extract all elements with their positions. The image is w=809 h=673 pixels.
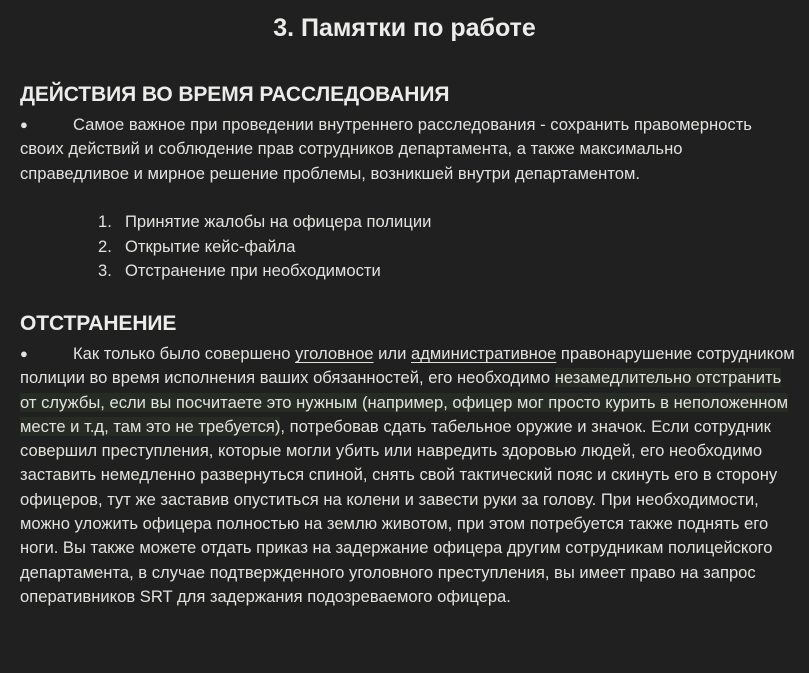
suspension-paragraph	[20, 342, 795, 609]
page-title: 3. Памятки по работе	[273, 14, 536, 42]
section-heading-investigation: ДЕЙСТВИЯ ВО ВРЕМЯ РАССЛЕДОВАНИЯ	[20, 83, 450, 106]
suspension-text-c: правонарушение сотрудником полиции во время исполнения ваших обязанностей, его необходимо	[20, 344, 795, 388]
highlighted-text: незамедлительно отстранить от службы, если вы посчитаете это нужным (например, офицер мог просто курить в неположенном месте и т.д, там это не требуется)	[20, 368, 789, 436]
investigation-text: Самое важное при проведении внутреннего расследования - сохранить правомерность своих действий и соблюдение прав сотрудников департамента, а также максимально справедливое и мирное решение проблемы, возникшей внутри департаментом.	[20, 115, 752, 183]
administrative-link[interactable]: административное	[410, 344, 557, 363]
criminal-link[interactable]: уголовное	[295, 344, 374, 363]
list-item-text: Открытие кейс-файла	[125, 236, 296, 256]
suspension-text-a: Как только было совершено	[73, 344, 296, 363]
list-item-text: Принятие жалобы на офицера полиции	[125, 212, 432, 231]
list-item-number: 2.	[98, 236, 112, 256]
list-item	[98, 259, 431, 284]
list-item-text: Отстранение при необходимости	[125, 261, 381, 280]
suspension-text-b: или	[373, 344, 411, 363]
investigation-paragraph	[20, 113, 795, 186]
investigation-steps-list	[98, 210, 431, 284]
bullet-icon: ●	[20, 346, 28, 361]
list-item	[98, 235, 431, 260]
list-item	[98, 210, 431, 235]
bullet-icon: ●	[20, 117, 28, 132]
list-item-number: 1.	[98, 212, 112, 231]
suspension-text-d: , потребовав сдать табельное оружие и значок. Если сотрудник совершил преступления, которые могли убить или навредить здоровью людей, его необходимо заставить немедленно развернуться спиной, снять свой тактический пояс и скинуть его в сторону офицеров, тут же заставив опуститься на колени и завести руки за голову. При необходимости, можно уложить офицера полностью на землю животом, при этом потребуется также поднять его ноги. Вы также можете отдать приказ на задержание офицера другим сотрудникам полицейского департамента, в случае подтвержденного уголовного преступления, вы имеет право на запрос оперативников SRT для задержания подозреваемого офицера.	[20, 416, 778, 606]
section-heading-suspension: ОТСТРАНЕНИЕ	[20, 312, 177, 335]
list-item-number: 3.	[98, 261, 112, 280]
